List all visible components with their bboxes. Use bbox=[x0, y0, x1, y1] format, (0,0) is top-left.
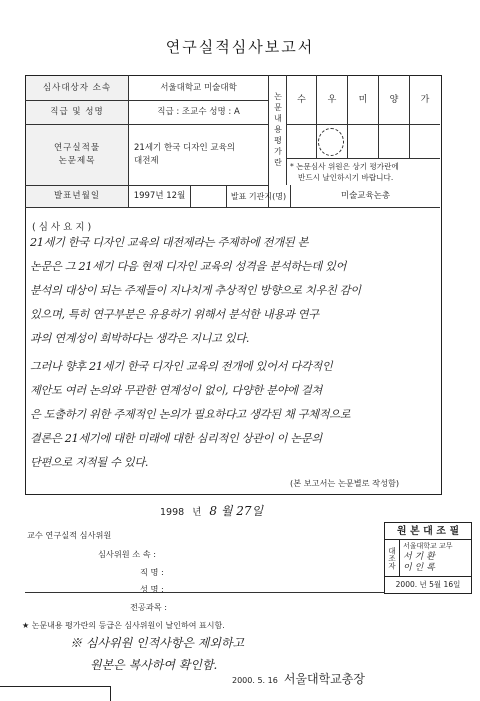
opinion-line: 제안도 여러 논의와 무관한 연계성이 없이, 다양한 분야에 걸쳐 bbox=[30, 384, 322, 397]
report-date bbox=[160, 502, 263, 519]
stamp-line: 서 기 환 bbox=[403, 552, 435, 562]
page-edge-fragment bbox=[0, 686, 111, 701]
stamp-body bbox=[403, 541, 469, 574]
opinion-heading: ( 심 사 요 지 ) bbox=[32, 222, 92, 233]
grade-seal-mark bbox=[318, 128, 344, 156]
stamp-line: 이 인 록 bbox=[403, 563, 435, 573]
signers-heading: 교수 연구실적 심사위원 bbox=[27, 530, 112, 540]
evaluation-side-text: 논문내용평가란 bbox=[273, 91, 283, 169]
section-rule bbox=[25, 592, 385, 593]
paper-title-label bbox=[26, 125, 128, 185]
opinion-footnote: (본 보고서는 논문별로 작성함) bbox=[290, 478, 400, 488]
table-rule bbox=[25, 207, 440, 208]
evaluation-note bbox=[290, 161, 438, 183]
report-date-month-day: 8 월 27일 bbox=[209, 504, 264, 518]
rank-name-label: 직급 및 성명 bbox=[26, 101, 128, 124]
table-rule bbox=[286, 124, 440, 125]
rank-name-value: 직급 : 조교수 성명 : A bbox=[157, 107, 240, 117]
opinion-line: 과의 연계성이 희박하다는 생각은 지니고 있다. bbox=[30, 332, 250, 345]
signers-fields bbox=[98, 546, 167, 616]
grade-mi: 미 bbox=[358, 94, 368, 105]
opinion-line: 분석의 대상이 되는 주제들이 지나치게 추상적인 방향으로 치우친 감이 bbox=[30, 284, 361, 297]
footer-certification bbox=[232, 670, 365, 687]
signer-major-field: 전공과목 : bbox=[130, 601, 167, 612]
pub-date-value: 1997년 12월 bbox=[133, 191, 186, 201]
journal-value: 미술교육논총 bbox=[340, 191, 391, 201]
opinion-line: 있으며, 특히 연구부분은 유용하기 위해서 분석한 내용과 연구 bbox=[30, 308, 319, 321]
footer-note: ★ 논문내용 평가란의 등급은 심사위원이 날인하여 표시함. bbox=[22, 621, 225, 630]
certified-copy-stamp bbox=[384, 522, 472, 594]
signer-affiliation-field: 심사위원 소 속 : bbox=[98, 549, 157, 559]
stamp-line: 서울대학교 교무 bbox=[403, 542, 453, 550]
paper-title-label-line: 논문제목 bbox=[58, 156, 96, 166]
evaluation-note-line: 반드시 날인하시기 바랍니다. bbox=[298, 173, 394, 182]
table-rule bbox=[190, 185, 191, 207]
stamp-date: 2000. 년 5월 16일 bbox=[395, 580, 461, 589]
journal-label: 발표 기관지(명) bbox=[230, 192, 287, 201]
paper-title-value-line: 21세기 한국 디자인 교육의 bbox=[134, 143, 236, 153]
paper-title-label-line: 연구실적물 bbox=[53, 143, 101, 153]
grade-yang: 양 bbox=[389, 94, 399, 105]
grade-ga: 가 bbox=[420, 94, 430, 105]
report-date-year: 1998 bbox=[160, 507, 185, 518]
stamp-title: 원 본 대 조 필 bbox=[385, 523, 471, 540]
opinion-line: 은 도출하기 위한 주제적인 논의가 필요하다고 생각된 채 구체적으로 bbox=[30, 408, 351, 421]
footer-handwritten-note: ※ 심사위원 인적사항은 제외하고 bbox=[70, 636, 245, 650]
opinion-line: 결론은 21세기에 대한 미래에 대한 심리적인 상관이 이 논문의 bbox=[30, 432, 322, 445]
report-date-year-unit: 년 bbox=[192, 507, 202, 518]
stamp-side-text: 대조자 bbox=[387, 546, 397, 570]
opinion-line: 단편으로 지적될 수 있다. bbox=[30, 456, 149, 469]
paper-title-value bbox=[134, 125, 264, 185]
opinion-line: 그러나 향후 21세기 한국 디자인 교육의 전개에 있어서 다각적인 bbox=[30, 360, 333, 373]
stamp-side-label bbox=[385, 540, 400, 576]
grade-su: 수 bbox=[297, 94, 306, 105]
affiliation-value: 서울대학교 미술대학 bbox=[160, 82, 237, 93]
footer-handwritten-date: 2000. 5. 16 bbox=[232, 676, 278, 685]
opinion-line: 논문은 그 21세기 다음 현재 디자인 교육의 성격을 분석하는데 있어 bbox=[30, 260, 347, 273]
paper-title-value-line: 대전제 bbox=[134, 156, 159, 166]
signer-position-field: 직 명 : bbox=[140, 566, 164, 577]
evaluation-side-label bbox=[269, 78, 286, 182]
table-rule bbox=[286, 158, 440, 159]
footer-signer: 서울대학교총장 bbox=[283, 672, 365, 686]
signer-name-field: 성 명 : bbox=[140, 584, 164, 594]
document-title: 연구실적심사보고서 bbox=[165, 38, 315, 56]
evaluation-note-line: * 논문심사 위원은 상기 평가란에 bbox=[290, 162, 399, 171]
grade-u: 우 bbox=[327, 94, 337, 105]
affiliation-label: 심사대상자 소속 bbox=[26, 76, 128, 100]
pub-date-label: 발표년월일 bbox=[26, 186, 128, 207]
footer-handwritten-note: 원본은 복사하여 확인함. bbox=[90, 658, 218, 672]
opinion-line: 21세기 한국 디자인 교육의 대전제라는 주제하에 전개된 본 bbox=[30, 236, 309, 249]
